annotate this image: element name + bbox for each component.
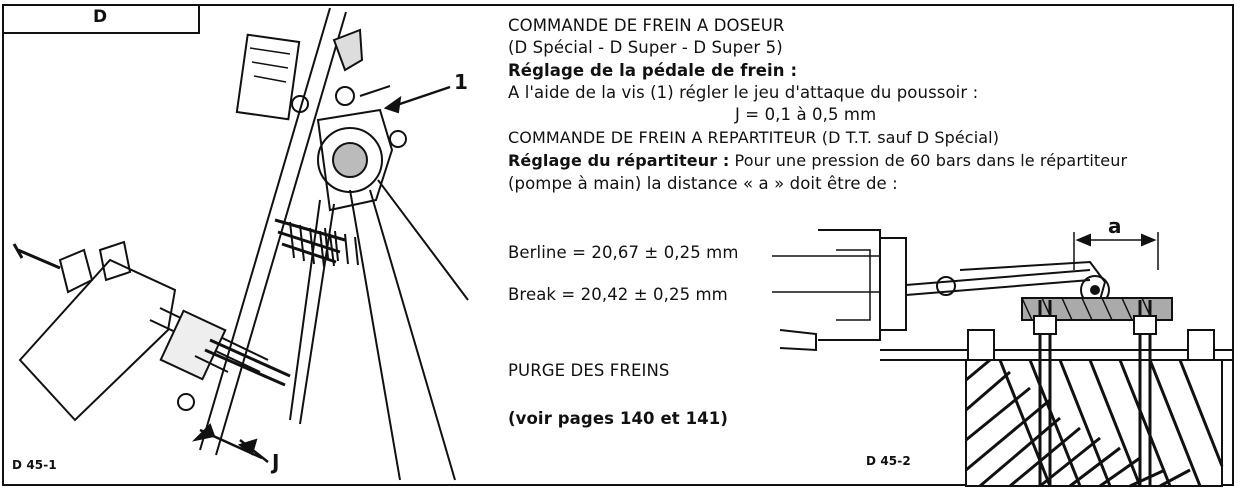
pedal-clearance-value: J = 0,1 à 0,5 mm [735,105,877,124]
label-distance-a: a [1108,214,1122,238]
main-title: COMMANDE DE FREIN A DOSEUR [508,16,785,35]
distributor-instruction-line2: (pompe à main) la distance « a » doit être de : [508,174,898,193]
figure-2-caption: D 45-2 [866,454,911,468]
distributor-instruction-line1 [508,151,1127,170]
pedal-adjust-instruction: A l'aide de la vis (1) régler le jeu d'attaque du poussoir : [508,83,979,102]
distributor-instruction: Pour une pression de 60 bars dans le répartiteur [729,151,1128,170]
figure-1-caption: D 45-1 [12,458,57,472]
distributor-heading: Réglage du répartiteur : [508,151,730,170]
berline-value: Berline = 20,67 ± 0,25 mm [508,243,739,262]
break-value: Break = 20,42 ± 0,25 mm [508,285,728,304]
bleeding-title: PURGE DES FREINS [508,361,670,380]
section-tab: D [2,4,200,34]
distributor-title: COMMANDE DE FREIN A REPARTITEUR (D T.T. sauf D Spécial) [508,128,1000,147]
brake-pedal-diagram [14,8,468,480]
label-screw-1: 1 [454,70,469,94]
label-clearance-j: J [272,450,280,474]
pedal-adjust-heading: Réglage de la pédale de frein : [508,61,798,80]
distributor-diagram [772,230,1232,486]
bleeding-reference: (voir pages 140 et 141) [508,409,728,428]
models-line: (D Spécial - D Super - D Super 5) [508,38,783,57]
